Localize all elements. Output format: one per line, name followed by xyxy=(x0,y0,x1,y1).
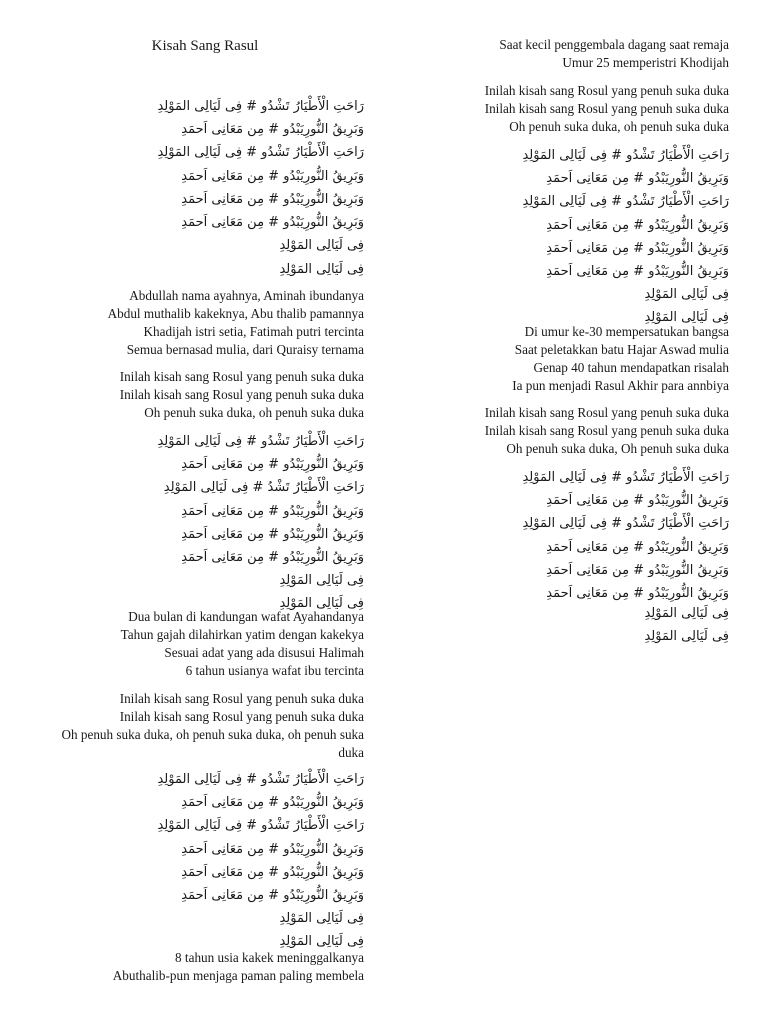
lyric-line: Inilah kisah sang Rosul yang penuh suka duka xyxy=(119,369,364,384)
lyric-line: Inilah kisah sang Rosul yang penuh suka duka xyxy=(119,691,364,706)
lyric-stanza xyxy=(108,287,364,359)
lyric-line: Abdullah nama ayahnya, Aminah ibundanya xyxy=(129,288,364,303)
lyric-line: Inilah kisah sang Rosul yang penuh suka duka xyxy=(484,423,729,438)
arabic-verse-block xyxy=(157,430,364,616)
arabic-verse-line: فِى لَيَالِى المَوْلِدِ xyxy=(279,261,364,277)
lyric-line: Dua bulan di kandungan wafat Ayahandanya xyxy=(128,609,364,624)
lyric-line: 6 tahun usianya wafat ibu tercinta xyxy=(185,663,364,678)
lyric-stanza xyxy=(121,608,364,680)
arabic-verse-line: وَبَرِيقُ النُّورِيَبْدُو # مِن مَعَانِى اَحمَدِ xyxy=(546,171,729,187)
lyric-stanza xyxy=(512,323,729,395)
lyric-stanza xyxy=(485,82,729,136)
arabic-verse-line: وَبَرِيقُ النُّورِيَبْدُو # مِن مَعَانِى اَحمَدِ xyxy=(181,457,364,473)
arabic-verse-line: فِى لَيَالِى المَوْلِدِ xyxy=(644,287,729,303)
lyric-line: Inilah kisah sang Rosul yang penuh suka duka xyxy=(119,709,364,724)
arabic-verse-line: فِى لَيَالِى المَوْلِدِ xyxy=(279,934,364,950)
arabic-verse-line: رَاحَتِ الْأَطْيَارُ تَشْدُو # فِى لَيَالِى المَوْلِدِ xyxy=(157,145,364,161)
arabic-verse-line: رَاحَتِ الْأَطْيَارُ تَشْدُو # فِى لَيَالِى المَوْلِدِ xyxy=(522,516,729,532)
arabic-verse-line: فِى لَيَالِى المَوْلِدِ xyxy=(279,238,364,254)
arabic-verse-line: رَاحَتِ الْأَطْيَارُ تَشْدُو # فِى لَيَالِى المَوْلِدِ xyxy=(157,772,364,787)
arabic-verse-line: وَبَرِيقُ النُّورِيَبْدُو # مِن مَعَانِى اَحمَدِ xyxy=(181,168,364,184)
lyric-line: Sesuai adat yang ada disusui Halimah xyxy=(164,645,364,660)
arabic-verse-line: وَبَرِيقُ النُّورِيَبْدُو # مِن مَعَانِى اَحمَدِ xyxy=(546,217,729,233)
lyric-line: Inilah kisah sang Rosul yang penuh suka duka xyxy=(119,387,364,402)
arabic-verse-line: فِى لَيَالِى المَوْلِدِ xyxy=(279,911,364,927)
lyric-line: Abuthalib-pun menjaga paman paling membela xyxy=(112,968,364,983)
arabic-verse-line: رَاحَتِ الْأَطْيَارُ تَشْدُو # فِى لَيَالِى المَوْلِدِ xyxy=(157,818,364,834)
arabic-verse-block xyxy=(522,144,729,330)
arabic-verse-line: فِى لَيَالِى المَوْلِدِ xyxy=(644,629,729,645)
lyric-line: Inilah kisah sang Rosul yang penuh suka duka xyxy=(484,405,729,420)
lyric-line: Ia pun menjadi Rasul Akhir para annbiya xyxy=(512,378,729,393)
arabic-verse-line: وَبَرِيقُ النُّورِيَبْدُو # مِن مَعَانِى اَحمَدِ xyxy=(181,122,364,138)
arabic-verse-block xyxy=(157,95,364,188)
lyric-stanza xyxy=(120,368,364,422)
arabic-verse-line: وَبَرِيقُ النُّورِيَبْدُو # مِن مَعَانِى اَحمَدِ xyxy=(546,493,729,509)
page-title: Kisah Sang Rasul xyxy=(151,38,259,54)
arabic-verse-line: رَاحَتِ الْأَطْيَارُ تَشْدُ # فِى لَيَالِى المَوْلِدِ xyxy=(163,480,364,496)
arabic-verse-line: وَبَرِيقُ النُّورِيَبْدُو # مِن مَعَانِى اَحمَدِ xyxy=(181,550,364,566)
arabic-verse-line: فِى لَيَالِى المَوْلِدِ xyxy=(279,573,364,589)
lyric-line: Abdul muthalib kakeknya, Abu thalib pamannya xyxy=(107,306,364,321)
arabic-verse-line: وَبَرِيقُ النُّورِيَبْدُو # مِن مَعَانِى اَحمَدِ xyxy=(181,841,364,857)
lyric-line: Oh penuh suka duka, oh penuh suka duka, oh penuh suka duka xyxy=(61,727,364,760)
arabic-verse-line: وَبَرِيقُ النُّورِيَبْدُو # مِن مَعَانِى اَحمَدِ xyxy=(546,240,729,256)
lyric-line: Oh penuh suka duka, oh penuh suka duka xyxy=(509,119,729,134)
lyric-stanza xyxy=(113,949,364,985)
arabic-verse-line: فِى لَيَالِى المَوْلِدِ xyxy=(644,606,729,621)
arabic-verse-line: رَاحَتِ الْأَطْيَارُ تَشْدُو # فِى لَيَالِى المَوْلِدِ xyxy=(522,194,729,210)
arabic-verse-line: وَبَرِيقُ النُّورِيَبْدُو # مِن مَعَانِى اَحمَدِ xyxy=(181,795,364,811)
arabic-verse-line: وَبَرِيقُ النُّورِيَبْدُو # مِن مَعَانِى اَحمَدِ xyxy=(546,562,729,578)
lyric-line: Umur 25 memperistri Khodijah xyxy=(562,55,729,70)
lyric-line: Genap 40 tahun mendapatkan risalah xyxy=(533,360,729,375)
lyric-line: Saat kecil penggembala dagang saat remaja xyxy=(499,37,729,52)
arabic-verse-block xyxy=(157,768,364,954)
arabic-verse-line: رَاحَتِ الْأَطْيَارُ تَشْدُو # فِى لَيَالِى المَوْلِدِ xyxy=(522,148,729,163)
lyric-stanza xyxy=(46,690,364,762)
arabic-verse-line: رَاحَتِ الْأَطْيَارُ تَشْدُو # فِى لَيَالِى المَوْلِدِ xyxy=(522,470,729,485)
arabic-verse-block xyxy=(181,188,364,281)
arabic-verse-line: فِى لَيَالِى المَوْلِدِ xyxy=(279,596,364,612)
arabic-verse-line: وَبَرِيقُ النُّورِيَبْدُو # مِن مَعَانِى اَحمَدِ xyxy=(181,215,364,231)
arabic-verse-line: وَبَرِيقُ النُّورِيَبْدُو # مِن مَعَانِى اَحمَدِ xyxy=(546,539,729,555)
lyric-line: 8 tahun usia kakek meninggalkanya xyxy=(175,950,364,965)
arabic-verse-line: وَبَرِيقُ النُّورِيَبْدُو # مِن مَعَانِى اَحمَدِ xyxy=(181,503,364,519)
lyric-line: Inilah kisah sang Rosul yang penuh suka duka xyxy=(484,83,729,98)
arabic-verse-line: وَبَرِيقُ النُّورِيَبْدُو # مِن مَعَانِى اَحمَدِ xyxy=(181,192,364,207)
arabic-verse-line: وَبَرِيقُ النُّورِيَبْدُو # مِن مَعَانِى اَحمَدِ xyxy=(546,586,729,602)
lyric-line: Tahun gajah dilahirkan yatim dengan kakekya xyxy=(120,627,364,642)
arabic-verse-line: فِى لَيَالِى المَوْلِدِ xyxy=(644,310,729,326)
lyric-line: Saat peletakkan batu Hajar Aswad mulia xyxy=(514,342,729,357)
arabic-verse-line: وَبَرِيقُ النُّورِيَبْدُو # مِن مَعَانِى اَحمَدِ xyxy=(181,864,364,880)
lyric-line: Inilah kisah sang Rosul yang penuh suka duka xyxy=(484,101,729,116)
lyric-line: Oh penuh suka duka, Oh penuh suka duka xyxy=(506,441,729,456)
arabic-verse-line: وَبَرِيقُ النُّورِيَبْدُو # مِن مَعَانِى اَحمَدِ xyxy=(181,526,364,542)
lyric-line: Di umur ke-30 mempersatukan bangsa xyxy=(524,324,729,339)
lyric-line: Oh penuh suka duka, oh penuh suka duka xyxy=(144,405,364,420)
arabic-verse-line: رَاحَتِ الْأَطْيَارُ تَشْدُو # فِى لَيَالِى المَوْلِدِ xyxy=(157,434,364,449)
lyric-stanza xyxy=(499,36,729,72)
arabic-verse-line: وَبَرِيقُ النُّورِيَبْدُو # مِن مَعَانِى اَحمَدِ xyxy=(181,888,364,904)
arabic-verse-line: وَبَرِيقُ النُّورِيَبْدُو # مِن مَعَانِى اَحمَدِ xyxy=(546,264,729,280)
arabic-verse-block xyxy=(644,602,729,648)
arabic-verse-block xyxy=(522,466,729,605)
lyric-line: Semua bernasad mulia, dari Quraisy ternama xyxy=(126,342,364,357)
lyric-line: Khadijah istri setia, Fatimah putri tercinta xyxy=(143,324,364,339)
lyric-stanza xyxy=(485,404,729,458)
arabic-verse-line: رَاحَتِ الْأَطْيَارُ تَشْدُو # فِى لَيَالِى المَوْلِدِ xyxy=(157,99,364,114)
